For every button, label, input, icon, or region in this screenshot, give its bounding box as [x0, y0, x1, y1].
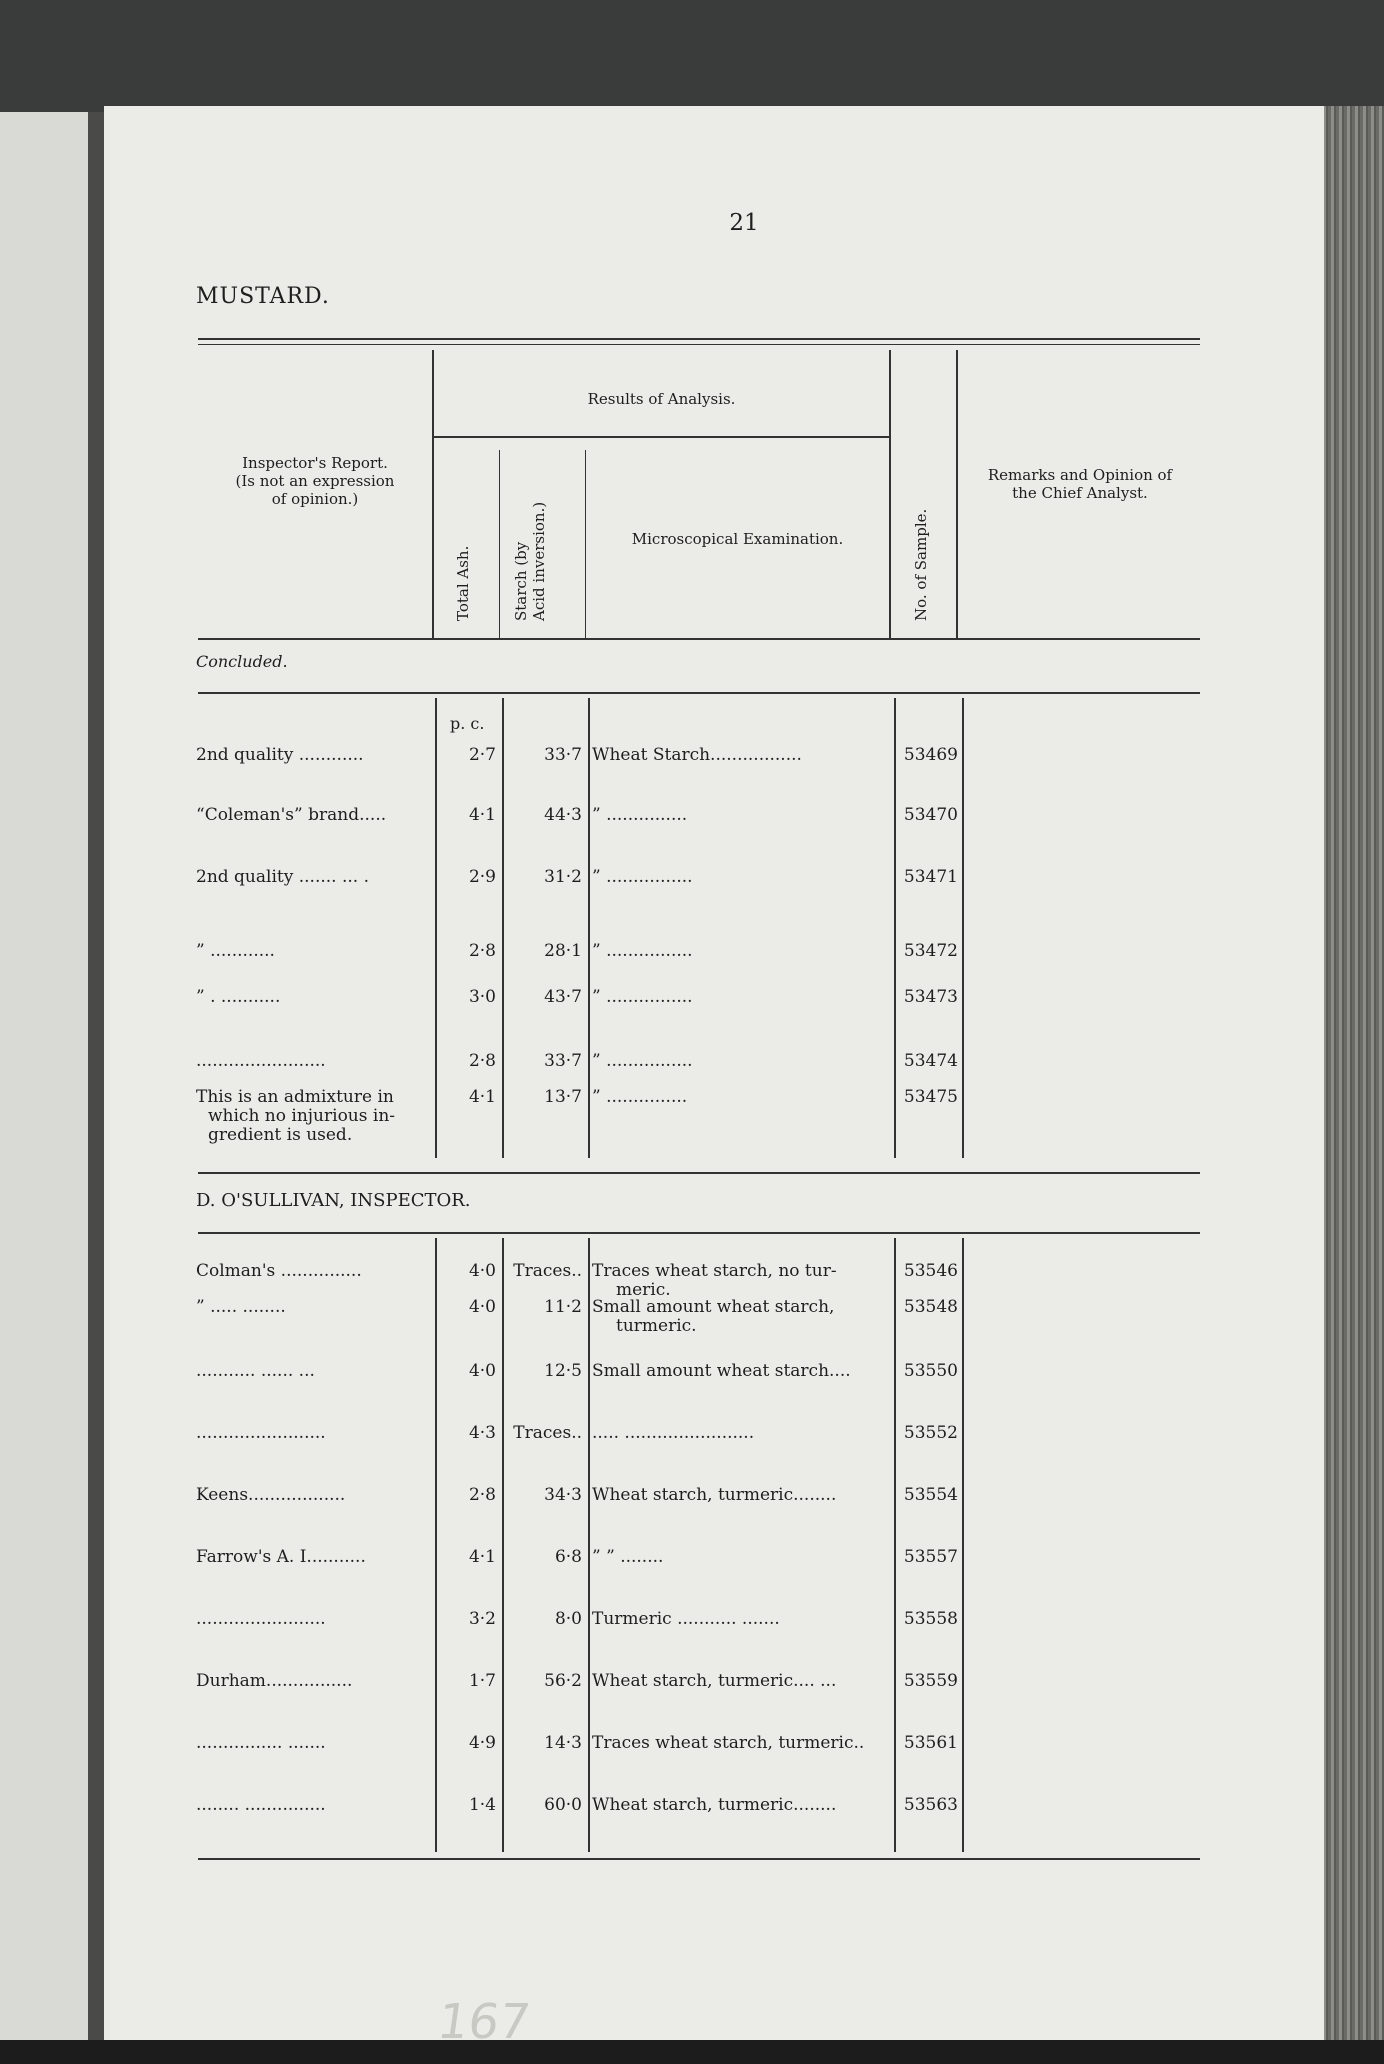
column-divider [894, 1238, 896, 1852]
sample-number-cell: 53471 [903, 867, 958, 887]
facing-page-edge [0, 112, 92, 2040]
column-divider [588, 698, 590, 1158]
total-ash-cell: 3·2 [468, 1609, 496, 1629]
starch-cell: 13·7 [544, 1087, 582, 1107]
microscopical-cell: Traces wheat starch, no tur- meric. [592, 1261, 837, 1300]
pencil-annotation: 167 [434, 1994, 534, 2050]
microscopical-cell: ” ............... [592, 805, 688, 825]
inspector-report-cell: Colman's ............... [196, 1261, 362, 1281]
rule [434, 436, 889, 438]
inspector-report-cell: This is an admixture in which no injurious in- gredient is used. [196, 1087, 396, 1145]
total-ash-cell: 4·3 [468, 1423, 496, 1443]
section-title: MUSTARD. [196, 284, 330, 309]
sample-number-cell: 53474 [903, 1051, 958, 1071]
header-sample-number: No. of Sample. [912, 508, 930, 621]
microscopical-cell: ..... ........................ [592, 1423, 755, 1443]
sample-number-cell: 53469 [903, 745, 958, 765]
inspector-report-cell: ” ..... ........ [196, 1297, 286, 1317]
inspector-report-cell: ........... ...... ... [196, 1361, 315, 1381]
microscopical-cell: Turmeric ........... ....... [592, 1609, 780, 1629]
inspector-report-cell: ........................ [196, 1609, 326, 1629]
page-number: 21 [729, 210, 759, 236]
section-label-inspector: D. O'SULLIVAN, INSPECTOR. [196, 1190, 471, 1211]
total-ash-cell: 4·9 [468, 1733, 496, 1753]
rule [198, 338, 1200, 340]
sample-number-cell: 53554 [903, 1485, 958, 1505]
scan-background-top [0, 0, 1384, 112]
microscopical-cell: ” ” ........ [592, 1547, 664, 1567]
total-ash-cell: 4·1 [468, 1547, 496, 1567]
microscopical-cell: Wheat starch, turmeric........ [592, 1795, 837, 1815]
total-ash-cell: 4·0 [468, 1297, 496, 1317]
header-total-ash: Total Ash. [454, 545, 472, 621]
section-label-concluded: Concluded. [196, 652, 288, 671]
sample-number-cell: 53470 [903, 805, 958, 825]
header-inspector-report: Inspector's Report. (Is not an expression of opinion.) [235, 454, 395, 508]
inspector-report-cell: Durham................ [196, 1671, 353, 1691]
sample-number-cell: 53552 [903, 1423, 958, 1443]
inspector-report-cell: ........ ............... [196, 1795, 326, 1815]
inspector-report-cell: Farrow's A. I........... [196, 1547, 366, 1567]
sample-number-cell: 53561 [903, 1733, 958, 1753]
starch-cell: Traces.. [513, 1423, 582, 1443]
microscopical-cell: Wheat Starch................. [592, 745, 802, 765]
total-ash-cell: 4·0 [468, 1361, 496, 1381]
starch-cell: Traces.. [513, 1261, 582, 1281]
sample-number-cell: 53548 [903, 1297, 958, 1317]
starch-cell: 43·7 [544, 987, 582, 1007]
header-results-of-analysis: Results of Analysis. [587, 390, 736, 408]
total-ash-cell: 4·1 [468, 805, 496, 825]
inspector-report-cell: ........................ [196, 1051, 326, 1071]
total-ash-cell: 4·1 [468, 1087, 496, 1107]
inspector-report-cell: ” ............ [196, 941, 275, 961]
column-divider [435, 1238, 437, 1852]
column-divider [588, 1238, 590, 1852]
starch-cell: 60·0 [544, 1795, 582, 1815]
inspector-report-cell: Keens.................. [196, 1485, 346, 1505]
microscopical-cell: ” ................ [592, 867, 693, 887]
microscopical-cell: Small amount wheat starch, turmeric. [592, 1297, 835, 1336]
microscopical-cell: ” ............... [592, 1087, 688, 1107]
inspector-report-cell: “Coleman's” brand..... [196, 805, 387, 825]
rule [198, 344, 1200, 345]
total-ash-cell: 1·4 [468, 1795, 496, 1815]
unit-label: p. c. [450, 714, 485, 733]
total-ash-cell: 3·0 [468, 987, 496, 1007]
sample-number-cell: 53558 [903, 1609, 958, 1629]
sample-number-cell: 53550 [903, 1361, 958, 1381]
scan-background-bottom [0, 2040, 1384, 2064]
starch-cell: 8·0 [554, 1609, 582, 1629]
starch-cell: 56·2 [544, 1671, 582, 1691]
column-divider [502, 1238, 504, 1852]
total-ash-cell: 2·8 [468, 1051, 496, 1071]
column-divider [499, 450, 500, 638]
document-page [104, 106, 1324, 2050]
microscopical-cell: ” ................ [592, 987, 693, 1007]
total-ash-cell: 1·7 [468, 1671, 496, 1691]
total-ash-cell: 2·9 [468, 867, 496, 887]
starch-cell: 44·3 [544, 805, 582, 825]
inspector-report-cell: ” . ........... [196, 987, 281, 1007]
rule [198, 1172, 1200, 1174]
rule [198, 1232, 1200, 1234]
header-starch: Starch (by Acid inversion.) [512, 501, 548, 621]
starch-cell: 14·3 [544, 1733, 582, 1753]
column-divider [962, 1238, 964, 1852]
starch-cell: 34·3 [544, 1485, 582, 1505]
inspector-report-cell: 2nd quality ....... ... . [196, 867, 369, 887]
starch-cell: 11·2 [544, 1297, 582, 1317]
microscopical-cell: Small amount wheat starch.... [592, 1361, 851, 1381]
sample-number-cell: 53559 [903, 1671, 958, 1691]
header-remarks: Remarks and Opinion of the Chief Analyst. [987, 466, 1173, 502]
column-divider [435, 698, 437, 1158]
microscopical-cell: Traces wheat starch, turmeric.. [592, 1733, 865, 1753]
sample-number-cell: 53546 [903, 1261, 958, 1281]
rule [198, 638, 1200, 640]
starch-cell: 28·1 [544, 941, 582, 961]
microscopical-cell: ” ................ [592, 941, 693, 961]
total-ash-cell: 2·8 [468, 941, 496, 961]
sample-number-cell: 53475 [903, 1087, 958, 1107]
starch-cell: 33·7 [544, 745, 582, 765]
sample-number-cell: 53472 [903, 941, 958, 961]
starch-cell: 12·5 [544, 1361, 582, 1381]
total-ash-cell: 2·8 [468, 1485, 496, 1505]
inspector-report-cell: 2nd quality ............ [196, 745, 364, 765]
column-divider [962, 698, 964, 1158]
column-divider [889, 350, 891, 638]
total-ash-cell: 2·7 [468, 745, 496, 765]
sample-number-cell: 53473 [903, 987, 958, 1007]
microscopical-cell: Wheat starch, turmeric.... ... [592, 1671, 837, 1691]
starch-cell: 33·7 [544, 1051, 582, 1071]
sample-number-cell: 53557 [903, 1547, 958, 1567]
sample-number-cell: 53563 [903, 1795, 958, 1815]
rule [198, 692, 1200, 694]
starch-cell: 31·2 [544, 867, 582, 887]
page-stack-edge [1320, 106, 1384, 2040]
starch-cell: 6·8 [554, 1547, 582, 1567]
rule [198, 1858, 1200, 1860]
inspector-report-cell: ................ ....... [196, 1733, 326, 1753]
total-ash-cell: 4·0 [468, 1261, 496, 1281]
header-microscopical-examination: Microscopical Examination. [631, 530, 844, 548]
microscopical-cell: ” ................ [592, 1051, 693, 1071]
microscopical-cell: Wheat starch, turmeric........ [592, 1485, 837, 1505]
inspector-report-cell: ........................ [196, 1423, 326, 1443]
